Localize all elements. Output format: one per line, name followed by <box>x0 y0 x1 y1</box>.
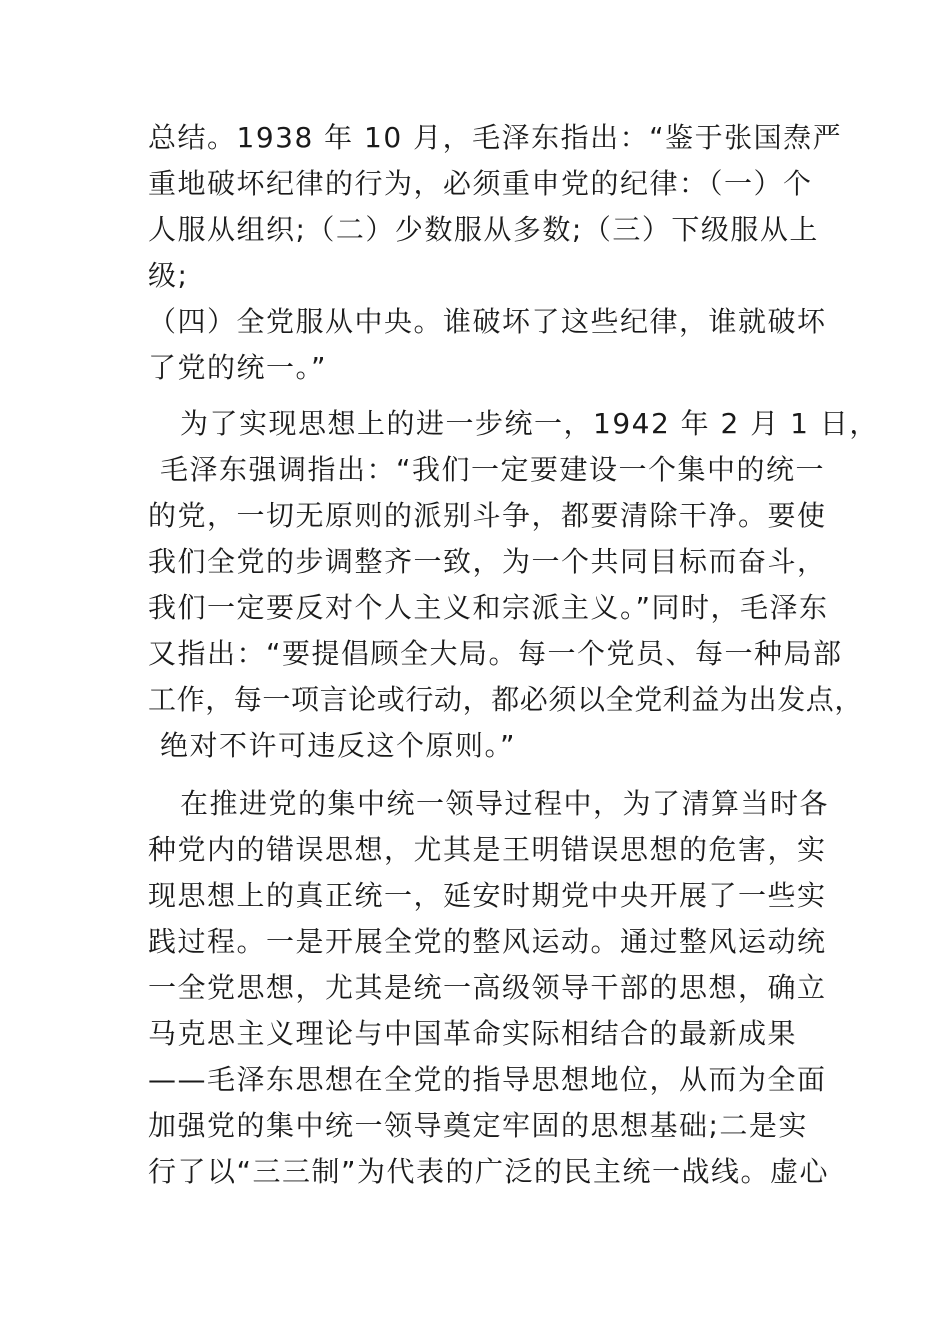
text-line: ——毛泽东思想在全党的指导思想地位，从而为全面 <box>148 1063 827 1096</box>
text-line: （四）全党服从中央。谁破坏了这些纪律，谁就破坏 <box>148 305 827 338</box>
text-line: 现思想上的真正统一，延安时期党中央开展了一些实 <box>148 879 827 912</box>
text-line: 一全党思想，尤其是统一高级领导干部的思想，确立 <box>148 971 827 1004</box>
text-line: 级; <box>148 259 189 292</box>
text-line: 我们一定要反对个人主义和宗派主义。”同时，毛泽东 <box>148 591 829 624</box>
text-line: 加强党的集中统一领导奠定牢固的思想基础;二是实 <box>148 1109 808 1142</box>
text-line: 毛泽东强调指出：“我们一定要建设一个集中的统一 <box>160 453 826 486</box>
text-line: 绝对不许可违反这个原则。” <box>160 729 517 762</box>
text-line: 践过程。一是开展全党的整风运动。通过整风运动统 <box>148 925 827 958</box>
text-line: 种党内的错误思想，尤其是王明错误思想的危害，实 <box>148 833 827 866</box>
text-line: 马克思主义理论与中国革命实际相结合的最新成果 <box>148 1017 798 1050</box>
text-line: 的党，一切无原则的派别斗争，都要清除干净。要使 <box>148 499 827 532</box>
text-line: 了党的统一。” <box>148 351 328 384</box>
text-line: 我们全党的步调整齐一致，为一个共同目标而奋斗， <box>148 545 827 578</box>
text-line: 为了实现思想上的进一步统一，1942 年 2 月 1 日， <box>180 407 879 440</box>
text-line: 重地破坏纪律的行为，必须重申党的纪律：（一）个 <box>148 167 813 200</box>
text-line: 工作，每一项言论或行动，都必须以全党利益为出发点， <box>148 683 864 716</box>
text-line: 又指出：“要提倡顾全大局。每一个党员、每一种局部 <box>148 637 843 670</box>
text-line: 在推进党的集中统一领导过程中，为了清算当时各 <box>180 787 830 820</box>
text-line: 行了以“三三制”为代表的广泛的民主统一战线。虚心 <box>148 1155 830 1188</box>
text-line: 总结。1938 年 10 月，毛泽东指出：“鉴于张国焘严 <box>148 121 843 154</box>
text-line: 人服从组织;（二）少数服从多数;（三）下级服从上 <box>148 213 819 246</box>
